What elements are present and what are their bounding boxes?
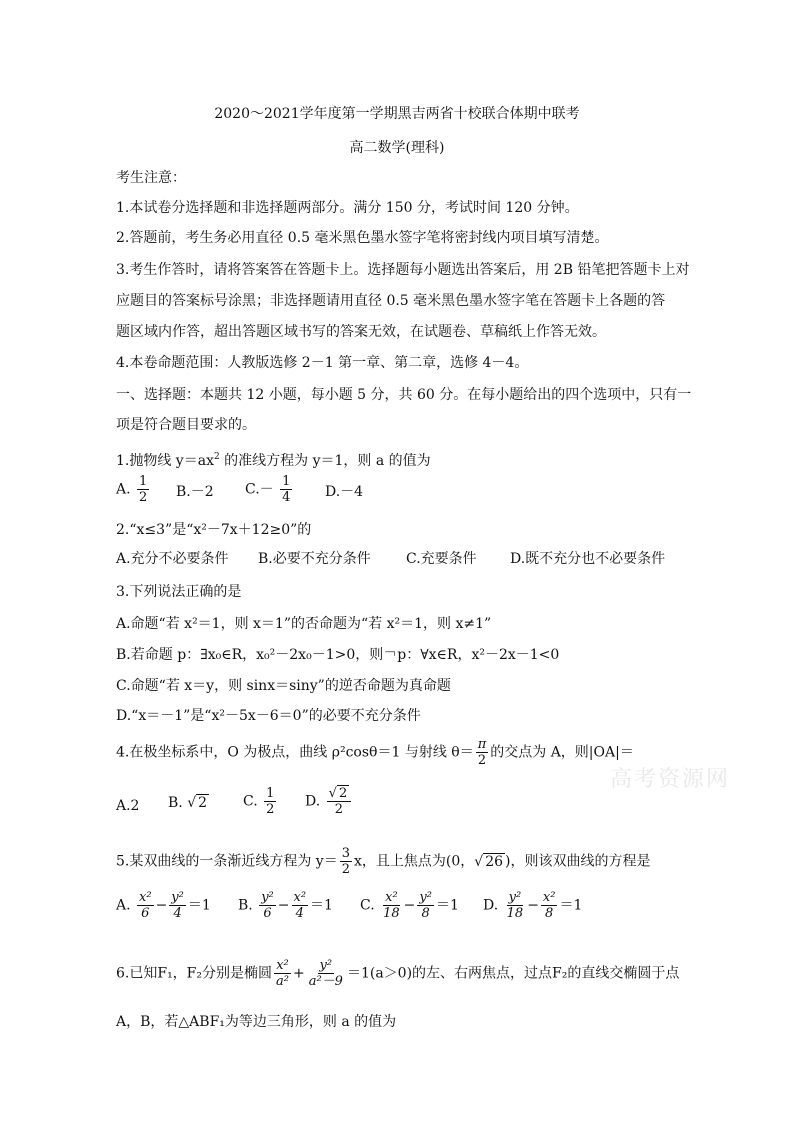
equation-rhs: ＝1 xyxy=(310,897,333,914)
denominator: 6 xyxy=(141,906,150,921)
q5-stem-text-3: )，则该双曲线的方程是 xyxy=(505,853,651,870)
q4-option-c xyxy=(243,786,278,817)
numerator: x² xyxy=(276,958,289,973)
fraction xyxy=(381,890,402,921)
equation-rhs: ＝1(a＞0) xyxy=(346,965,413,982)
question-6-stem: 6.已知F₁，F₂分别是椭圆 $\frac{\text{x²}}{\text{a²}}$ + $\frac{\text{y²}}{\text{a²－9}}$ ＝1(a＞0)的左、右两焦点，过点F₂的直线交椭圆于点 xyxy=(116,958,680,989)
fraction xyxy=(274,958,291,989)
equation-rhs: ＝1 xyxy=(435,897,459,914)
exam-title: 2020～2021学年度第一学期黑吉两省十校联合体期中联考 xyxy=(214,106,580,122)
denominator: 8 xyxy=(421,906,430,921)
numerator: x² xyxy=(385,890,398,905)
denominator: 2 xyxy=(341,862,350,877)
q2-option-a: A.充分不必要条件 xyxy=(116,551,229,567)
q5-option-a: A. $\frac{\text{x²}}{6}$ − $\frac{\text{y²}}{4}$ ＝1 xyxy=(116,890,211,921)
equation-rhs: ＝1 xyxy=(559,897,583,914)
q1-option-d: D.－4 xyxy=(325,484,364,500)
radicand: 2 xyxy=(198,795,208,811)
denominator: 4 xyxy=(295,906,304,921)
watermark: 高考资源网 xyxy=(610,767,731,792)
q3-option-b: B.若命题 p：∃x₀∈R，x₀²－2x₀－1>0，则￢p：∀x∈R，x²－2x－1<0 xyxy=(116,647,560,663)
numerator: 1 xyxy=(282,474,291,489)
radicand: 2 xyxy=(338,786,348,801)
numerator: 3 xyxy=(341,846,350,861)
q3-option-d: D.“x＝－1”是“x²－5x－6＝0”的必要不充分条件 xyxy=(116,708,421,724)
fraction xyxy=(169,890,186,921)
exam-subtitle: 高二数学(理科) xyxy=(349,140,445,156)
denominator: 6 xyxy=(263,906,272,921)
numerator: 1 xyxy=(139,474,148,489)
option-label: A. xyxy=(116,897,131,914)
denominator: a² xyxy=(276,974,289,989)
fraction xyxy=(327,786,352,817)
fraction xyxy=(137,474,149,505)
q6-stem-text-2: 的左、右两焦点，过点F₂的直线交椭圆于点 xyxy=(412,965,680,982)
q1-option-a xyxy=(116,474,151,505)
notice-item: 应题目的答案标号涂黑；非选择题请用直径 0.5 毫米黑色墨水签字笔在答题卡上各题的答 xyxy=(116,293,666,309)
q2-option-c: C.充要条件 xyxy=(406,551,477,567)
fraction xyxy=(476,737,489,768)
q4-option-d xyxy=(305,786,353,817)
fraction xyxy=(307,958,345,989)
q3-option-c: C.命题“若 x＝y，则 sinx＝siny”的逆否命题为真命题 xyxy=(116,678,451,694)
question-4-stem xyxy=(116,737,634,768)
q4-option-a: A.2 xyxy=(116,798,140,814)
q2-option-d: D.既不充分也不必要条件 xyxy=(510,551,666,567)
q4-stem-text-2: 的交点为 A，则|OA|＝ xyxy=(490,744,634,761)
option-label: D. xyxy=(483,897,499,914)
option-label: B. xyxy=(168,795,183,811)
equation-rhs: ＝1 xyxy=(187,897,211,914)
denominator: 4 xyxy=(173,906,182,921)
denominator: 8 xyxy=(545,906,554,921)
q6-stem-text: 6.已知F₁，F₂分别是椭圆 xyxy=(116,965,273,982)
question-5-stem xyxy=(116,846,650,877)
numerator: x² xyxy=(139,890,152,905)
q5-option-d: D. $\frac{\text{y²}}{18}$ − $\frac{\text{x²}}{8}$ ＝1 xyxy=(483,890,583,921)
numerator: x² xyxy=(293,890,307,905)
denominator: 2 xyxy=(334,802,344,817)
question-2-stem: 2.“x≤3”是“x²－7x＋12≥0”的 xyxy=(116,522,312,538)
numerator: x² xyxy=(542,890,556,905)
question-3-stem: 3.下列说法正确的是 xyxy=(116,584,242,600)
q5-stem-text: 5.某双曲线的一条渐近线方程为 y＝ xyxy=(116,853,338,870)
q1-exponent: 2 xyxy=(213,452,220,462)
option-label: C. xyxy=(360,897,375,914)
q5-stem-text-2: x，且上焦点为(0， xyxy=(354,853,475,870)
option-label: D. xyxy=(305,793,321,810)
section-heading: 一、选择题：本题共 12 小题，每小题 5 分，共 60 分。在每小题给出的四个选项中，只有一 xyxy=(116,387,692,403)
notice-item: 3.考生作答时，请将答案答在答题卡上。选择题每小题选出答案后，用 2B 铅笔把答题卡上对 xyxy=(116,262,690,278)
option-label: B. xyxy=(238,897,253,914)
numerator: y² xyxy=(261,890,274,905)
q2-option-b: B.必要不充分条件 xyxy=(258,551,371,567)
q4-stem-text: 4.在极坐标系中，O 为极点，曲线 ρ²cosθ＝1 与射线 θ＝ xyxy=(116,744,474,761)
radicand: 26 xyxy=(485,853,504,870)
q1-option-b: B.－2 xyxy=(176,484,214,500)
option-label: A. xyxy=(116,481,131,498)
fraction xyxy=(541,890,558,921)
denominator: 2 xyxy=(266,802,275,817)
square-root: √ 26 xyxy=(474,853,504,870)
notice-item: 题区域内作答，超出答题区域书写的答案无效，在试题卷、草稿纸上作答无效。 xyxy=(116,324,606,340)
notice-item: 4.本卷命题范围：人教版选修 2－1 第一章、第二章，选修 4－4。 xyxy=(116,355,529,371)
notice-heading: 考生注意： xyxy=(116,170,186,186)
numerator: y² xyxy=(319,958,333,973)
numerator: y² xyxy=(508,890,522,905)
q5-option-b: B. $\frac{\text{y²}}{6}$ − $\frac{\text{x²}}{4}$ ＝1 xyxy=(238,890,333,921)
notice-item: 1.本试卷分选择题和非选择题两部分。满分 150 分，考试时间 120 分钟。 xyxy=(116,200,579,216)
numerator: π xyxy=(477,737,487,752)
denominator: 4 xyxy=(282,490,291,505)
option-label: C.－ xyxy=(245,481,274,498)
fraction xyxy=(137,890,154,921)
denominator: 2 xyxy=(477,753,487,768)
denominator: 18 xyxy=(506,906,524,921)
section-heading-cont: 项是符合题目要求的。 xyxy=(116,417,256,433)
denominator: 18 xyxy=(383,906,400,921)
option-label: C. xyxy=(243,793,258,810)
fraction xyxy=(417,890,434,921)
fraction xyxy=(292,890,309,921)
q4-option-b xyxy=(168,793,209,813)
fraction xyxy=(259,890,276,921)
question-6-stem-cont: A，B，若△ABF₁为等边三角形，则 a 的值为 xyxy=(116,1014,397,1030)
numerator: 1 xyxy=(266,786,275,801)
q3-option-a: A.命题“若 x²＝1，则 x＝1”的否命题为“若 x²＝1，则 x≠1” xyxy=(116,616,492,632)
fraction xyxy=(505,890,526,921)
notice-item: 2.答题前，考生务必用直径 0.5 毫米黑色墨水签字笔将密封线内项目填写清楚。 xyxy=(116,230,609,246)
q1-option-c xyxy=(245,474,294,505)
q1-stem-text: 1.抛物线 y＝ax xyxy=(116,453,214,469)
fraction xyxy=(280,474,292,505)
question-1-stem xyxy=(116,447,431,471)
fraction xyxy=(264,786,276,817)
numerator: √ 2 xyxy=(327,786,352,802)
q1-stem-text-2: 的准线方程为 y＝1，则 a 的值为 xyxy=(219,453,431,469)
square-root: √ 2 xyxy=(187,795,208,811)
denominator: 2 xyxy=(139,490,148,505)
numerator: y² xyxy=(419,890,432,905)
q5-option-c: C. $\frac{\text{x²}}{18}$ − $\frac{\text{y²}}{8}$ ＝1 xyxy=(360,890,459,921)
fraction xyxy=(340,846,352,877)
denominator: a²－9 xyxy=(308,974,343,989)
numerator: y² xyxy=(171,890,184,905)
